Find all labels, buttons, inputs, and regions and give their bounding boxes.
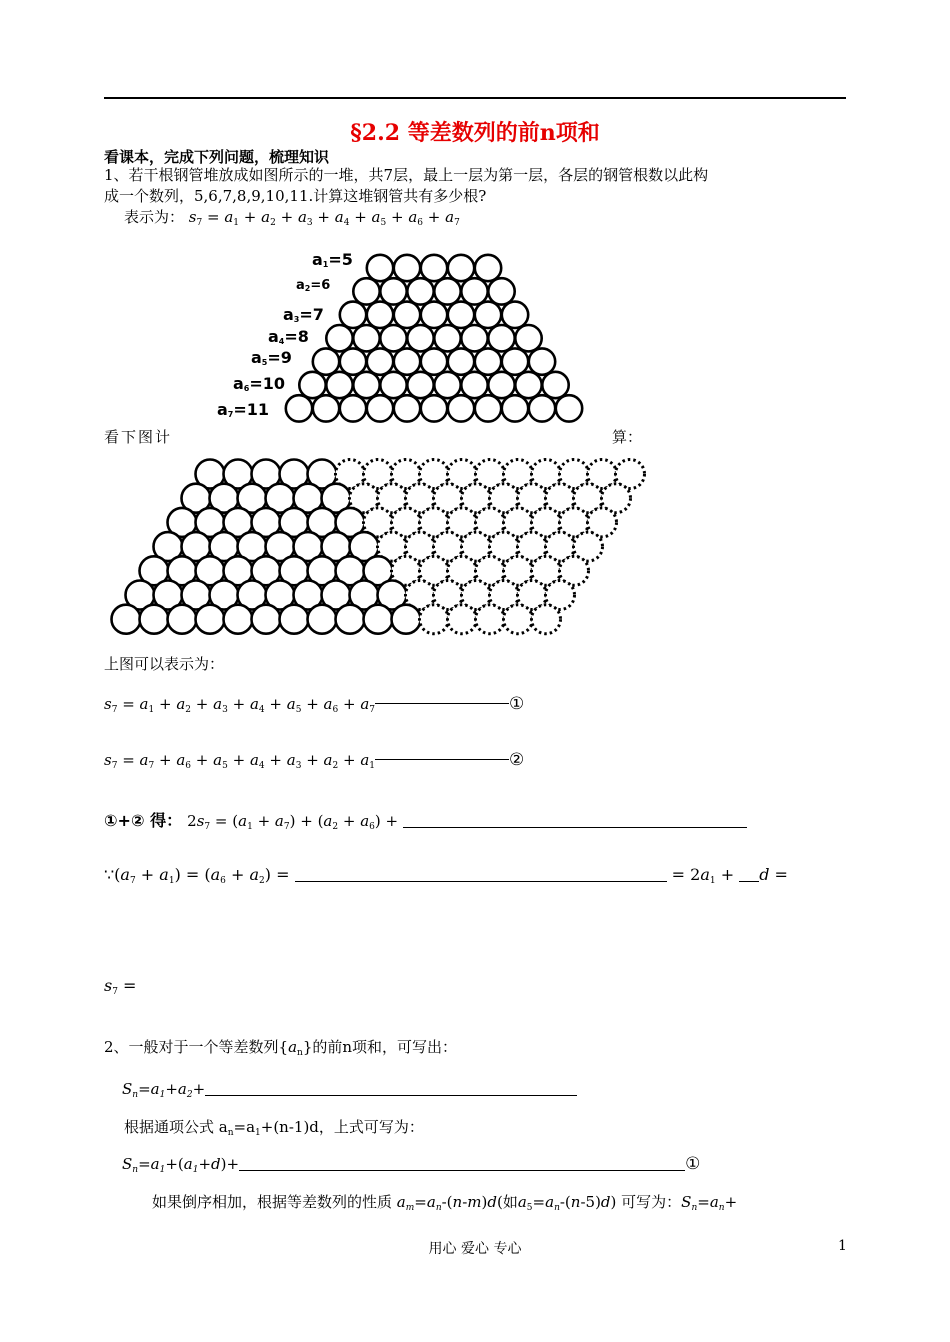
add-label: ①+② 得： [104, 811, 183, 830]
page-number: 1 [838, 1238, 847, 1254]
pipe-circle [367, 302, 393, 328]
q1-line1: 1、若干根钢管堆放成如图所示的一堆，共7层，最上一层为第一层，各层的钢管根数以此构 [104, 166, 709, 184]
pipe-circle [448, 302, 474, 328]
pipe-circle [313, 395, 339, 421]
because-blank[interactable] [295, 881, 667, 882]
pipe-circle [380, 325, 406, 351]
dashed-pipe-circle [532, 605, 561, 634]
add-blank[interactable] [403, 827, 747, 828]
equation-2: $s_7 = a_7 + a_6 + a_5 + a_4 + a_3 + a_2 + a_1$ ② [104, 750, 525, 771]
pipe-circle [168, 605, 197, 634]
dashed-pipe-circle [420, 605, 449, 634]
pyramid-label-a3: $a_3=7$ [283, 305, 324, 324]
can-express: 上图可以表示为： [104, 655, 225, 673]
pipe-circle [529, 395, 555, 421]
pipe-circle [421, 302, 447, 328]
reverse-line: 如果倒序相加，根据等差数列的性质 $a_m=a_n-(n-m)d$(如$a_5=a_n-(n-5)d$) 可写为：$S_n=a_n+$ [152, 1193, 738, 1213]
d-coefficient-blank[interactable] [739, 881, 759, 882]
pipe-circle [434, 372, 460, 398]
pipe-circle [308, 605, 337, 634]
q1-line2: 成一个数列，5,6,7,8,9,10,11.计算这堆钢管共有多少根? [104, 187, 487, 205]
dashed-pipe-circle [476, 605, 505, 634]
pipe-circle [488, 325, 514, 351]
pipe-circle [364, 605, 393, 634]
pipe-circle [367, 255, 393, 281]
pipe-circle [502, 348, 528, 374]
pipe-circle [394, 395, 420, 421]
pipe-circle [394, 302, 420, 328]
pipe-circle [529, 348, 555, 374]
pipe-circle [394, 348, 420, 374]
pipe-circle [196, 605, 225, 634]
pipe-circle [421, 348, 447, 374]
pipe-circle [353, 278, 379, 304]
equation-1: $s_7 = a_1 + a_2 + a_3 + a_4 + a_5 + a_6 + a_7$ ① [104, 694, 525, 715]
sn-mark-1: ① [685, 1154, 701, 1174]
pipe-circle [434, 325, 460, 351]
pipe-circle [353, 372, 379, 398]
pipe-circle [475, 395, 501, 421]
pipe-circle [326, 325, 352, 351]
sn-blank[interactable] [205, 1095, 577, 1096]
pipe-circle [448, 348, 474, 374]
pipe-circle [421, 255, 447, 281]
pipe-circle [461, 325, 487, 351]
pipe-circle [353, 325, 379, 351]
pyramid-label-a5: $a_5=9$ [251, 348, 292, 367]
sum-formula: $s_7 = a_1 + a_2 + a_3 + a_4 + a_5 + a_6 + a_7$ [188, 208, 460, 228]
q2-line1: 2、一般对于一个等差数列$\{a_n\}$的前n项和，可写出： [104, 1038, 458, 1058]
see-below-left: 看下图计 [104, 428, 173, 446]
pipe-circle [448, 395, 474, 421]
pipe-circle [380, 372, 406, 398]
pipe-circle [299, 372, 325, 398]
because-line: $\because(a_7 + a_1) = (a_6 + a_2)$ = = $2a_1 + d$ = [104, 865, 788, 886]
pipe-circle [502, 302, 528, 328]
pipe-circle [407, 278, 433, 304]
eq1-mark: ① [509, 694, 525, 714]
pipe-circle [407, 325, 433, 351]
formula-intro: 根据通项公式 $a_n=a_1+(n-1)d$，上式可写为： [124, 1118, 424, 1138]
pipe-circle [340, 302, 366, 328]
pyramid-label-a6: $a_6=10$ [233, 374, 286, 393]
pipe-circle [326, 372, 352, 398]
pipe-circle [421, 395, 447, 421]
sn-blank-2[interactable] [239, 1170, 685, 1171]
pyramid-label-a7: $a_7=11$ [217, 400, 270, 419]
pipe-circle [488, 278, 514, 304]
eq2-mark: ② [509, 750, 525, 770]
pipe-circle [313, 348, 339, 374]
pipe-circle [112, 605, 141, 634]
dashed-pipe-circle [504, 605, 533, 634]
pipe-circle [252, 605, 281, 634]
parallelogram-circles [112, 460, 645, 634]
pipe-circle [556, 395, 582, 421]
footer: 用心 爱心 专心 [428, 1241, 522, 1257]
section-heading: 看课本，完成下列问题，梳理知识 [104, 148, 330, 166]
pipe-circle [448, 255, 474, 281]
pipe-circle [488, 372, 514, 398]
pipe-circle [502, 395, 528, 421]
pipe-circle [407, 372, 433, 398]
sum-addition-line [104, 808, 747, 832]
pipe-circle [461, 278, 487, 304]
pipe-circle [224, 605, 253, 634]
sn-line-2: $S_n=a_1+(a_1+d)+$ ① [122, 1154, 701, 1175]
pipe-circle [542, 372, 568, 398]
express-prefix: 表示为： [124, 208, 185, 226]
pipe-circle [286, 395, 312, 421]
pipe-circle [367, 348, 393, 374]
pyramid-label-a2: $a_2=6$ [296, 278, 331, 293]
pipe-circle [340, 348, 366, 374]
pipe-circle [340, 395, 366, 421]
pipe-circle [434, 278, 460, 304]
pipe-circle [336, 605, 365, 634]
dashed-pipe-circle [448, 605, 477, 634]
pyramid-label-a1: $a_1=5$ [312, 250, 353, 269]
s7-result: $s_7$ = [104, 976, 137, 997]
add-expression: $2s_7 = (a_1 + a_7) + (a_2 + a_6)$ + [187, 812, 399, 832]
pipe-circle [380, 278, 406, 304]
pipe-circle [280, 605, 309, 634]
sn-line: $S_n=a_1+a_2+$ [122, 1080, 577, 1100]
pipe-circle [475, 348, 501, 374]
see-below-right: 算： [612, 428, 643, 446]
pipe-circle [394, 255, 420, 281]
pipe-circle [515, 372, 541, 398]
pipe-circle [392, 605, 421, 634]
pipe-circle [515, 325, 541, 351]
pipe-circle [475, 302, 501, 328]
pipe-circle [475, 255, 501, 281]
pipe-circle [367, 395, 393, 421]
pipe-circle [140, 605, 169, 634]
page-title: §2.2 等差数列的前n项和 [350, 120, 600, 146]
pyramid-label-a4: $a_4=8$ [268, 327, 309, 346]
pipe-circle [461, 372, 487, 398]
